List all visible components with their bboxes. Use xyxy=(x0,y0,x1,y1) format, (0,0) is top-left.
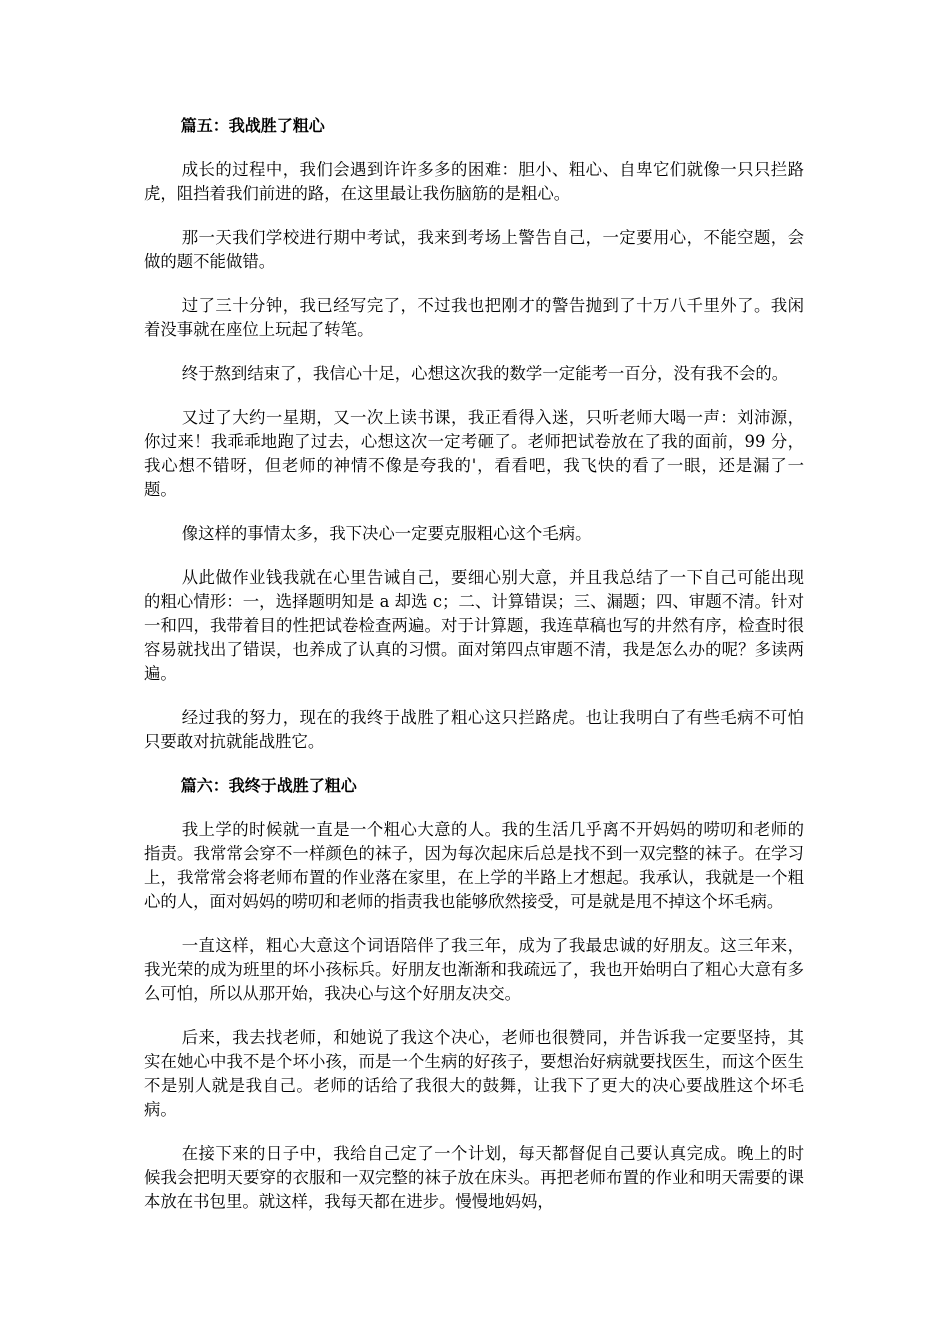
section-five-title: 篇五：我战胜了粗心 xyxy=(180,116,325,135)
section-six-paragraph-2: 一直这样，粗心大意这个词语陪伴了我三年，成为了我最忠诚的好朋友。这三年来，我光荣的成为班里的坏小孩标兵。好朋友也渐渐和我疏远了，我也开始明白了粗心大意有多么可怕，所以从那开始，我决心与这个好朋友决交。 xyxy=(144,936,804,1003)
section-five-paragraph-3: 过了三十分钟，我已经写完了，不过我也把刚才的警告抛到了十万八千里外了。我闲着没事就在座位上玩起了转笔。 xyxy=(144,296,804,339)
section-five-paragraph-5: 又过了大约一星期，又一次上读书课，我正看得入迷，只听老师大喝一声：刘沛源，你过来！我乖乖地跑了过去，心想这次一定考砸了。老师把试卷放在了我的面前，99 分，我心想不错呀，但老师的神情不像是夸我的'，看看吧，我飞快的看了一眼，还是漏了一题。 xyxy=(144,408,804,499)
section-six-paragraph-4: 在接下来的日子中，我给自己定了一个计划，每天都督促自己要认真完成。晚上的时候我会把明天要穿的衣服和一双完整的袜子放在床头。再把老师布置的作业和明天需要的课本放在书包里。就这样，我每天都在进步。慢慢地妈妈， xyxy=(144,1144,804,1211)
document-body xyxy=(144,114,804,1234)
section-five-paragraph-7: 从此做作业钱我就在心里告诫自己，要细心别大意，并且我总结了一下自己可能出现的粗心情形：一，选择题明知是 a 却选 c；二、计算错误；三、漏题；四、审题不清。针对一和四，我带着目的性把试卷检查两遍。对于计算题，我连草稿也写的井然有序，检查时很容易就找出了错误，也养成了认真的习惯。面对第四点审题不清，我是怎么办的呢？多读两遍。 xyxy=(144,568,804,683)
section-five-paragraph-2: 那一天我们学校进行期中考试，我来到考场上警告自己，一定要用心，不能空题，会做的题不能做错。 xyxy=(144,228,804,271)
section-six-paragraph-1: 我上学的时候就一直是一个粗心大意的人。我的生活几乎离不开妈妈的唠叨和老师的指责。我常常会穿不一样颜色的袜子，因为每次起床后总是找不到一双完整的袜子。在学习上，我常常会将老师布置的作业落在家里，在上学的半路上才想起。我承认，我就是一个粗心的人，面对妈妈的唠叨和老师的指责我也能够欣然接受，可是就是甩不掉这个坏毛病。 xyxy=(144,820,804,911)
section-six-paragraph-3: 后来，我去找老师，和她说了我这个决心，老师也很赞同，并告诉我一定要坚持，其实在她心中我不是个坏小孩，而是一个生病的好孩子，要想治好病就要找医生，而这个医生不是别人就是我自己。老师的话给了我很大的鼓舞，让我下了更大的决心要战胜这个坏毛病。 xyxy=(144,1028,804,1119)
section-five-paragraph-4: 终于熬到结束了，我信心十足，心想这次我的数学一定能考一百分，没有我不会的。 xyxy=(181,364,789,383)
section-five-paragraph-6: 像这样的事情太多，我下决心一定要克服粗心这个毛病。 xyxy=(181,524,592,543)
section-six-title: 篇六：我终于战胜了粗心 xyxy=(180,776,357,795)
section-five-paragraph-1: 成长的过程中，我们会遇到许许多多的困难：胆小、粗心、自卑它们就像一只只拦路虎，阻挡着我们前进的路，在这里最让我伤脑筋的是粗心。 xyxy=(144,160,804,203)
section-five-paragraph-8: 经过我的努力，现在的我终于战胜了粗心这只拦路虎。也让我明白了有些毛病不可怕只要敢对抗就能战胜它。 xyxy=(144,708,804,751)
